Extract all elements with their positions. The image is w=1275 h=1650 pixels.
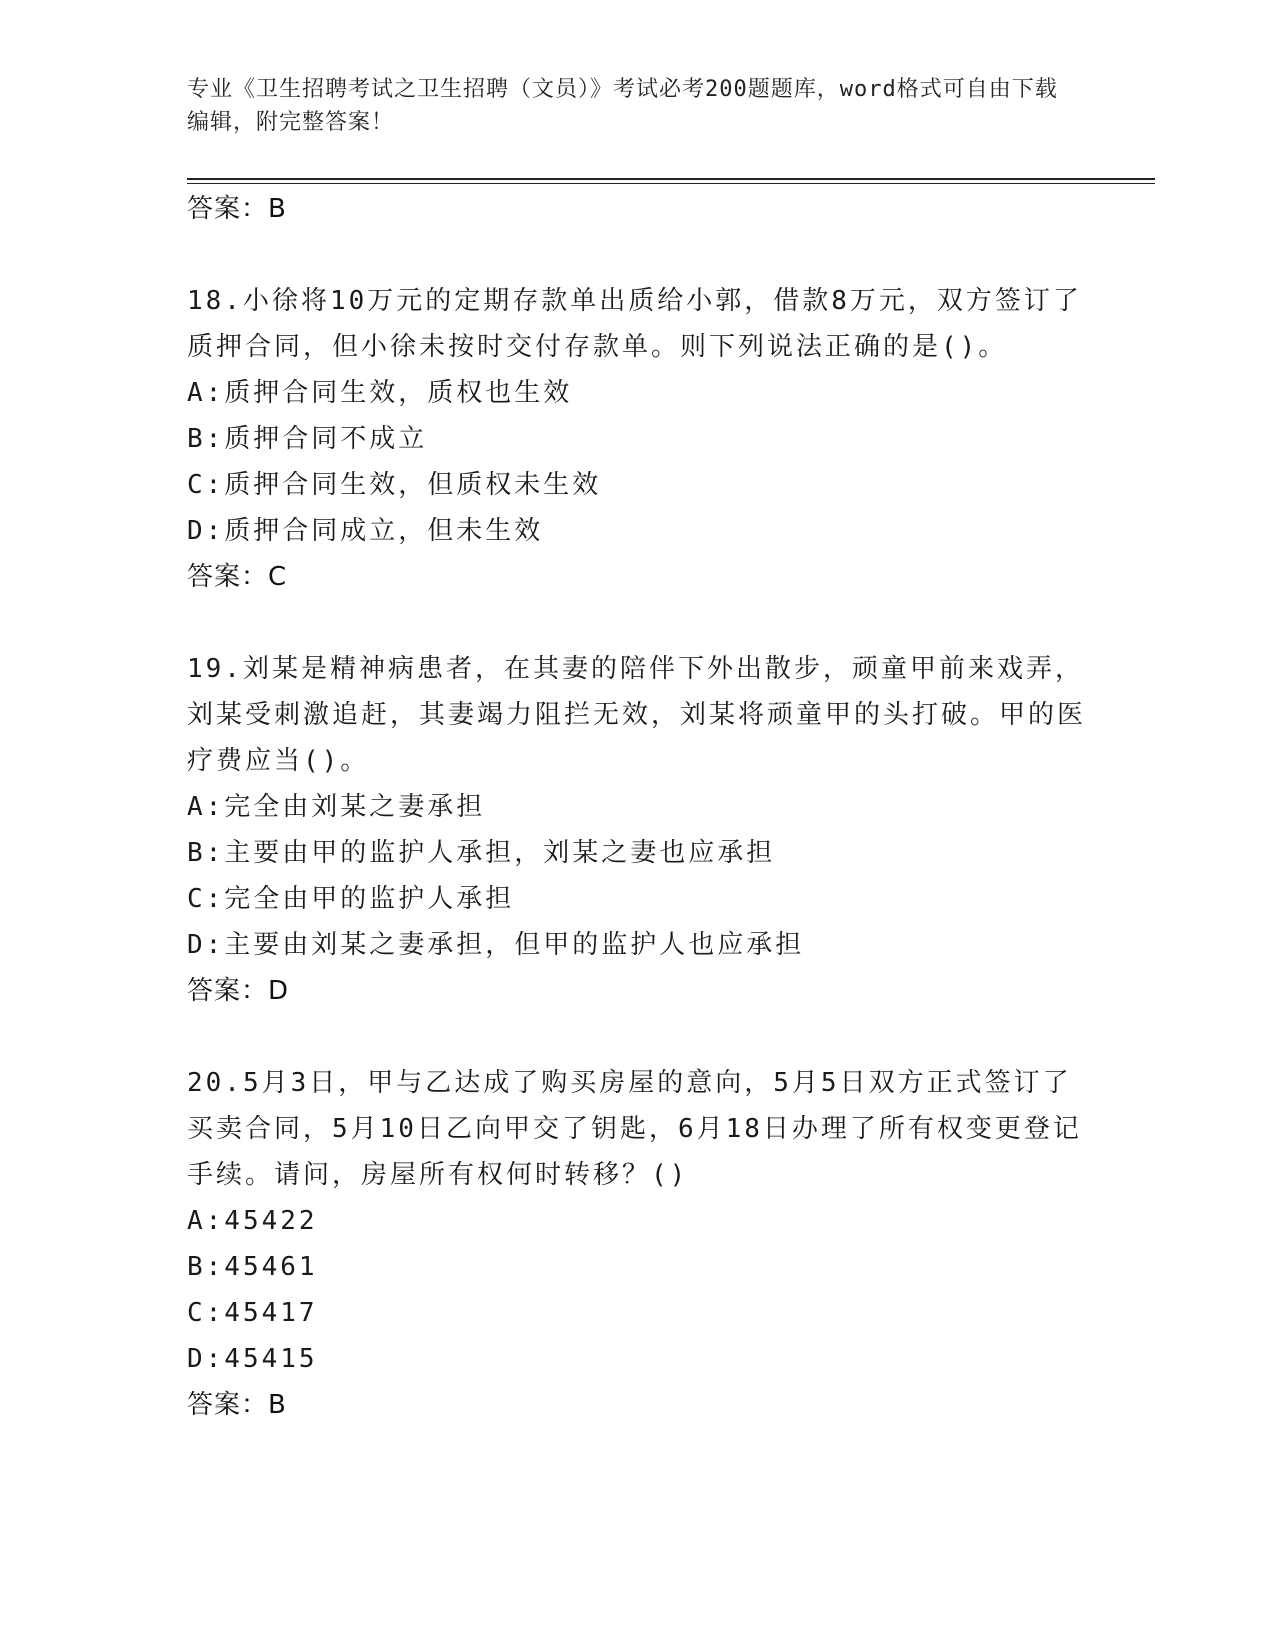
option-b: B:主要由甲的监护人承担，刘某之妻也应承担 xyxy=(187,838,776,868)
document-header: 专业《卫生招聘考试之卫生招聘（文员）》考试必考200题题库，word格式可自由下载编辑，附完整答案！ xyxy=(187,77,1058,135)
question-18 xyxy=(187,278,1087,600)
document-body xyxy=(187,186,1087,1428)
option-d: D:质押合同成立，但未生效 xyxy=(187,516,544,546)
question-answer: 答案：D xyxy=(187,976,290,1006)
question-answer: 答案：C xyxy=(187,562,288,592)
option-a: A:质押合同生效，质权也生效 xyxy=(187,378,573,408)
question-20 xyxy=(187,1060,1087,1428)
header-rule xyxy=(187,178,1155,180)
option-c: C:45417 xyxy=(187,1298,318,1328)
question-text: 20.5月3日，甲与乙达成了购买房屋的意向，5月5日双方正式签订了买卖合同，5月10日乙向甲交了钥匙，6月18日办理了所有权变更登记手续。请问，房屋所有权何时转移？() xyxy=(187,1068,1082,1190)
previous-answer: 答案：B xyxy=(187,194,287,224)
option-b: B:45461 xyxy=(187,1252,318,1282)
question-answer: 答案：B xyxy=(187,1390,287,1420)
header-rule-thin xyxy=(187,183,1155,184)
option-a: A:45422 xyxy=(187,1206,318,1236)
question-text: 18.小徐将10万元的定期存款单出质给小郭，借款8万元，双方签订了质押合同，但小徐未按时交付存款单。则下列说法正确的是()。 xyxy=(187,286,1082,362)
option-c: C:完全由甲的监护人承担 xyxy=(187,884,515,914)
option-d: D:主要由刘某之妻承担，但甲的监护人也应承担 xyxy=(187,930,805,960)
option-a: A:完全由刘某之妻承担 xyxy=(187,792,486,822)
question-19 xyxy=(187,646,1087,1014)
option-b: B:质押合同不成立 xyxy=(187,424,428,454)
option-c: C:质押合同生效，但质权未生效 xyxy=(187,470,602,500)
option-d: D:45415 xyxy=(187,1344,318,1374)
question-text: 19.刘某是精神病患者，在其妻的陪伴下外出散步，顽童甲前来戏弄，刘某受刺激追赶，其妻竭力阻拦无效，刘某将顽童甲的头打破。甲的医疗费应当()。 xyxy=(187,654,1087,776)
